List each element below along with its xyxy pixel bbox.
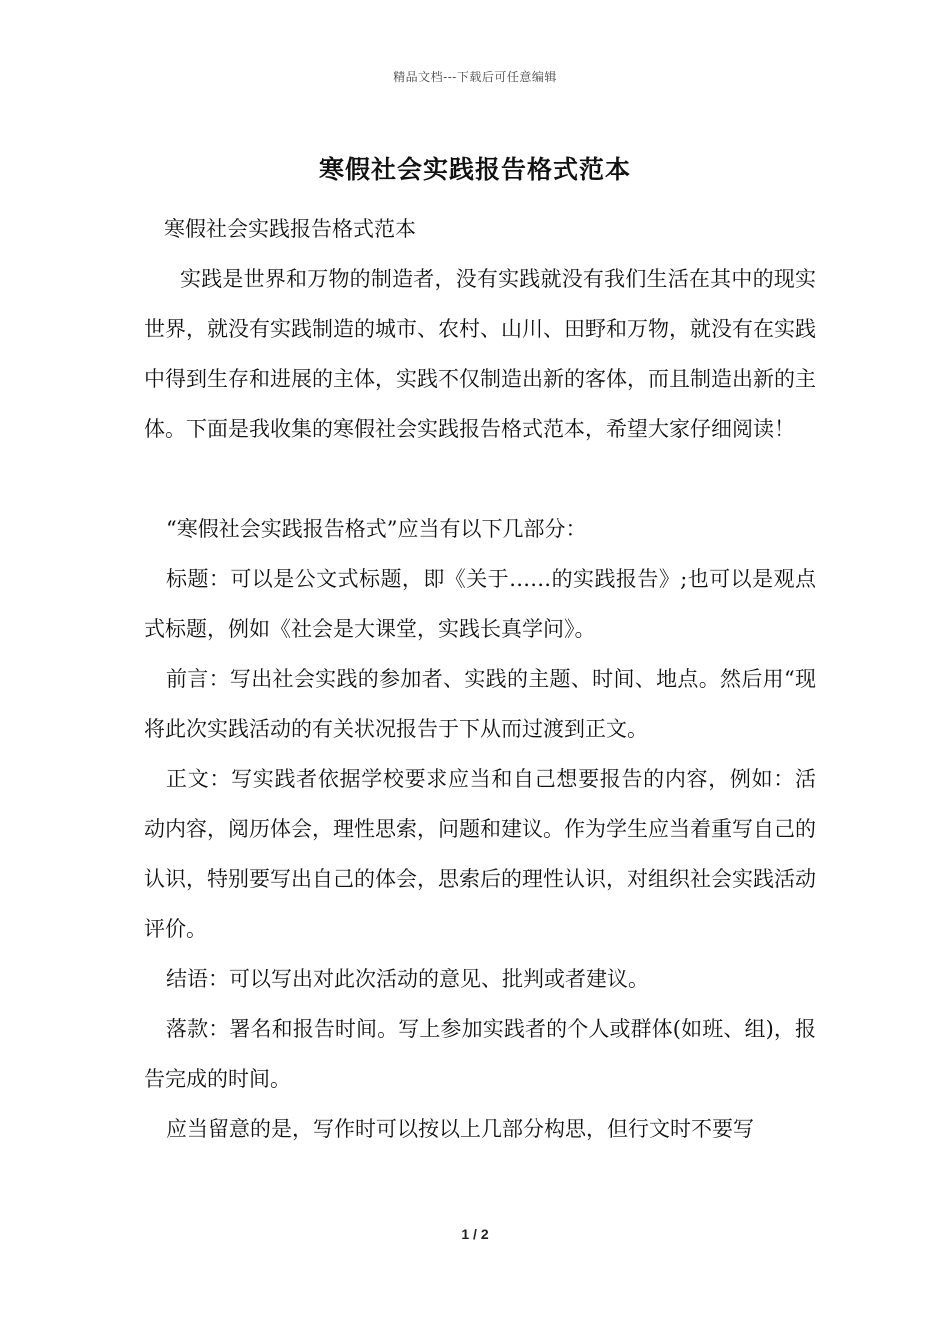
paragraph-title-section: 标题：可以是公文式标题，即《关于……的实践报告》;也可以是观点式标题，例如《社会是大课堂，实践长真学问》。 <box>144 567 816 641</box>
page-header: 精品文档---下载后可任意编辑 <box>393 70 557 84</box>
document-title: 寒假社会实践报告格式范本 <box>318 155 631 184</box>
paragraph-spacer <box>144 454 816 504</box>
paragraph-conclusion-section: 结语：可以写出对此次活动的意见、批判或者建议。 <box>166 967 649 991</box>
paragraph-signature-section: 落款：署名和报告时间。写上参加实践者的个人或群体(如班、组)，报告完成的时间。 <box>144 1017 816 1091</box>
paragraph-body-section: 正文：写实践者依据学校要求应当和自己想要报告的内容，例如：活动内容，阅历体会，理性思索，问题和建议。作为学生应当着重写自己的认识，特别要写出自己的体会，思索后的理性认识，对组织社会实践活动评价。 <box>144 767 816 941</box>
page-number: 1 / 2 <box>461 1226 489 1242</box>
document-body <box>144 204 816 1154</box>
intro-paragraph: 实践是世界和万物的制造者，没有实践就没有我们生活在其中的现实世界，就没有实践制造的城市、农村、山川、田野和万物，就没有在实践中得到生存和进展的主体，实践不仅制造出新的客体，而且制造出新的主体。下面是我收集的寒假社会实践报告格式范本，希望大家仔细阅读！ <box>144 267 816 441</box>
paragraph-note: 应当留意的是，写作时可以按以上几部分构思，但行文时不要写 <box>166 1117 754 1141</box>
document-subtitle: 寒假社会实践报告格式范本 <box>164 217 416 241</box>
paragraph-preface-section: 前言：写出社会实践的参加者、实践的主题、时间、地点。然后用“现将此次实践活动的有关状况报告于下从而过渡到正文。 <box>144 667 816 741</box>
paragraph-format-intro: “寒假社会实践报告格式”应当有以下几部分： <box>166 517 587 541</box>
